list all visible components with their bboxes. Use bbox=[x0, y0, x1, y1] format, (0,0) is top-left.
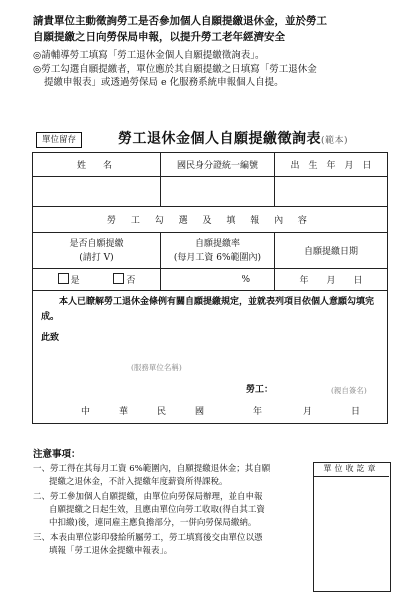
volunteer-options bbox=[33, 269, 161, 291]
intro-bullet-2b: 提繳申報表」或透過勞保局 e 化服務系統申報個人自提。 bbox=[44, 77, 284, 88]
form-title-text: 勞工退休金個人自願提繳徵詢表 bbox=[118, 131, 321, 147]
consent-block bbox=[33, 291, 388, 424]
note-2a: 二、勞工參加個人自願提繳，由單位向勞保局辦理，並自申報 bbox=[33, 492, 263, 502]
note-1a: 一、勞工得在其每月工資 6%範圍內，自願提繳退休金；其自願 bbox=[33, 464, 271, 474]
date-row bbox=[41, 405, 379, 419]
volunteer-question bbox=[33, 233, 161, 269]
unit-copy-label: 單位留存 bbox=[36, 132, 82, 148]
intro-line-1: 請貴單位主動徵詢勞工是否參加個人自願提繳退休金，並於勞工 bbox=[33, 15, 327, 27]
header-name: 姓 名 bbox=[33, 153, 161, 177]
note-2b: 自願提繳之日起生效，且應由單位向勞工收取(得自其工資 bbox=[49, 505, 265, 515]
intro-bullet-1: ◎請輔導勞工填寫「勞工退休金個人自願提繳徵詢表」。 bbox=[33, 50, 265, 61]
section-header: 勞 工 勾 選 及 填 報 內 容 bbox=[33, 207, 388, 233]
survey-table bbox=[32, 152, 388, 424]
rate-question-label: 自願提繳率 bbox=[194, 238, 240, 249]
date-char-5: 年 bbox=[253, 407, 263, 417]
intro-line-2: 自願提繳之日向勞保局申報，以提升勞工老年經濟安全 bbox=[33, 31, 285, 43]
receipt-stamp-label: 單位收訖章 bbox=[313, 462, 389, 477]
yes-label: 是 bbox=[70, 276, 80, 286]
birth-field[interactable] bbox=[275, 177, 388, 207]
volunteer-question-sub: (請打 V) bbox=[79, 252, 114, 263]
date-field[interactable]: 年 月 日 bbox=[275, 269, 388, 291]
intro-heading bbox=[33, 13, 403, 45]
id-field[interactable] bbox=[161, 177, 275, 207]
date-char-1: 中 bbox=[81, 407, 91, 417]
notes-title: 注意事項： bbox=[33, 449, 81, 460]
note-3b: 填報「勞工退休金提繳申報表」。 bbox=[49, 546, 173, 556]
date-char-4: 國 bbox=[195, 407, 205, 417]
yes-checkbox[interactable] bbox=[58, 273, 69, 284]
intro-bullet-2a: ◎勞工勾選自願提繳者，單位應於其自願提繳之日填寫「勞工退休金 bbox=[33, 64, 317, 75]
volunteer-question-label: 是否自願提繳 bbox=[69, 238, 124, 249]
addressee: 此致 bbox=[41, 333, 60, 343]
note-3a: 三、本表由單位影印發給所屬勞工，勞工填寫後交由單位以憑 bbox=[33, 533, 263, 543]
receipt-stamp-box bbox=[313, 462, 391, 592]
header-birth: 出 生 年 月 日 bbox=[275, 153, 388, 177]
employer-hint: (服務單位名稱) bbox=[131, 363, 182, 372]
date-char-6: 月 bbox=[303, 407, 313, 417]
no-label: 否 bbox=[126, 276, 136, 286]
note-2c: 中扣繳)後，連同雇主應負擔部分，一併向勞保局繳納。 bbox=[49, 518, 257, 528]
date-char-3: 民 bbox=[157, 407, 167, 417]
form-title bbox=[118, 128, 348, 148]
header-id: 國民身分證統一編號 bbox=[161, 153, 275, 177]
signature-hint: (親自簽名) bbox=[331, 386, 367, 395]
rate-question bbox=[161, 233, 275, 269]
name-field[interactable] bbox=[33, 177, 161, 207]
percent-sign: % bbox=[241, 274, 250, 285]
form-title-sample: (範本) bbox=[321, 136, 349, 146]
date-question: 自願提繳日期 bbox=[275, 233, 388, 269]
no-checkbox[interactable] bbox=[113, 273, 124, 284]
date-char-7: 日 bbox=[351, 407, 361, 417]
date-char-2: 華 bbox=[119, 407, 129, 417]
note-1b: 提繳之退休金，不計入提繳年度薪資所得課稅。 bbox=[49, 477, 228, 487]
worker-signature-label: 勞工： bbox=[246, 385, 274, 395]
consent-statement: 本人已瞭解勞工退休金條例有關自願提繳規定，並就表列項目依個人意願勾填完成。 bbox=[41, 297, 375, 322]
rate-field[interactable] bbox=[161, 269, 275, 291]
rate-question-sub: (每月工資 6%範圍內) bbox=[173, 252, 262, 263]
